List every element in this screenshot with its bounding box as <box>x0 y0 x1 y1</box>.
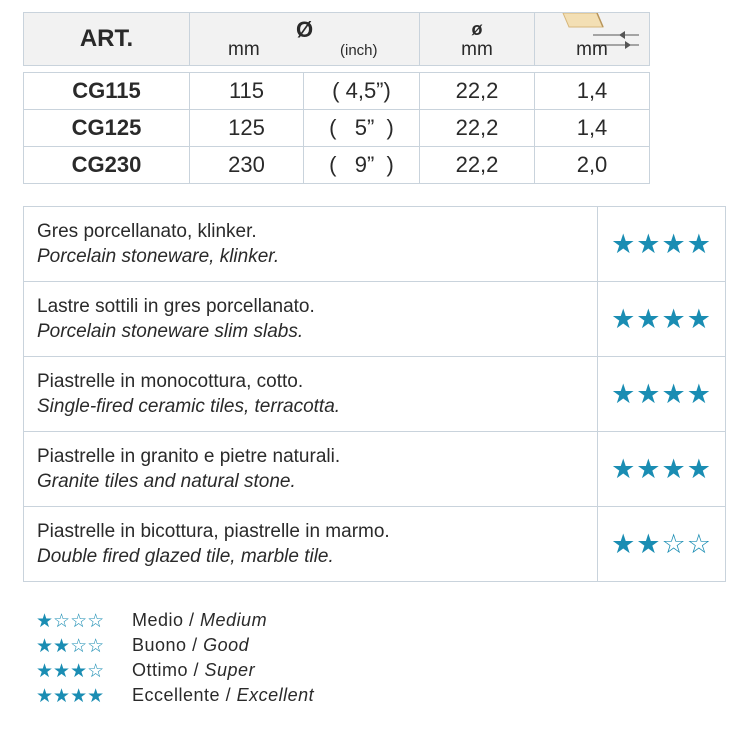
art-code: CG230 <box>24 147 190 184</box>
spec-spacer <box>24 66 650 73</box>
header-diameter <box>190 13 420 66</box>
legend-label-en: Medium <box>200 610 268 630</box>
material-en: Double fired glazed tile, marble tile. <box>37 546 334 567</box>
diameter-mm: 115 <box>190 73 304 110</box>
suitability-row <box>24 357 726 432</box>
diameter-inch: ( 4,5”) <box>304 73 420 110</box>
art-code: CG125 <box>24 110 190 147</box>
legend-label-it: Ottimo <box>132 660 189 680</box>
diameter-mm: 125 <box>190 110 304 147</box>
material-it: Piastrelle in bicottura, piastrelle in marmo. <box>37 521 390 542</box>
material-cell <box>24 507 598 582</box>
diameter-unit-inch: (inch) <box>340 42 378 59</box>
bore-mm: 22,2 <box>420 110 535 147</box>
legend-label-en: Good <box>203 635 250 655</box>
header-thickness <box>535 13 650 66</box>
bore-symbol: ø <box>471 19 483 39</box>
thickness-mm: 1,4 <box>535 73 650 110</box>
legend-stars: ★☆☆☆ <box>36 609 105 632</box>
material-cell <box>24 207 598 282</box>
suitability-row <box>24 432 726 507</box>
thickness-mm: 1,4 <box>535 110 650 147</box>
material-cell <box>24 432 598 507</box>
legend-item: ★★★★ Eccellente / Excellent <box>36 684 315 707</box>
material-en: Granite tiles and natural stone. <box>37 471 296 492</box>
diameter-unit-mm: mm <box>228 39 260 60</box>
legend-label-it: Eccellente <box>132 685 221 705</box>
thickness-mm: 2,0 <box>535 147 650 184</box>
material-en: Porcelain stoneware, klinker. <box>37 246 280 267</box>
legend-stars: ★★☆☆ <box>36 634 105 657</box>
diameter-mm: 230 <box>190 147 304 184</box>
legend-item: ★★★☆ Ottimo / Super <box>36 659 256 682</box>
header-art: ART. <box>24 13 190 66</box>
legend-item: ★☆☆☆ Medio / Medium <box>36 609 268 632</box>
bore-mm: 22,2 <box>420 73 535 110</box>
legend-stars: ★★★☆ <box>36 659 105 682</box>
legend-label-it: Buono <box>132 635 187 655</box>
spec-table <box>23 12 650 184</box>
legend-label-en: Super <box>204 660 256 680</box>
bore-mm: 22,2 <box>420 147 535 184</box>
bore-unit: mm <box>461 39 493 60</box>
header-bore <box>420 13 535 66</box>
legend-stars: ★★★★ <box>36 684 105 707</box>
material-it: Gres porcellanato, klinker. <box>37 221 257 242</box>
rating-stars: ★★★★ <box>598 432 726 507</box>
rating-stars: ★★☆☆ <box>598 507 726 582</box>
material-en: Single-fired ceramic tiles, terracotta. <box>37 396 341 417</box>
legend-label-it: Medio <box>132 610 184 630</box>
rating-legend <box>36 608 314 708</box>
suitability-row <box>24 282 726 357</box>
suitability-row <box>24 207 726 282</box>
art-code: CG115 <box>24 73 190 110</box>
spec-row <box>24 73 650 110</box>
material-en: Porcelain stoneware slim slabs. <box>37 321 304 342</box>
suitability-table <box>23 206 726 582</box>
legend-item: ★★☆☆ Buono / Good <box>36 634 250 657</box>
rating-stars: ★★★★ <box>598 282 726 357</box>
suitability-row <box>24 507 726 582</box>
diameter-symbol: Ø <box>295 17 314 42</box>
spec-row <box>24 110 650 147</box>
material-it: Lastre sottili in gres porcellanato. <box>37 296 315 317</box>
spec-header-row <box>24 13 650 66</box>
thickness-unit: mm <box>576 39 608 60</box>
diameter-inch: ( 9” ) <box>304 147 420 184</box>
diameter-inch: ( 5” ) <box>304 110 420 147</box>
material-cell <box>24 357 598 432</box>
material-it: Piastrelle in granito e pietre naturali. <box>37 446 341 467</box>
material-it: Piastrelle in monocottura, cotto. <box>37 371 304 392</box>
spec-row <box>24 147 650 184</box>
rating-stars: ★★★★ <box>598 357 726 432</box>
rating-stars: ★★★★ <box>598 207 726 282</box>
legend-label-en: Excellent <box>236 685 315 705</box>
material-cell <box>24 282 598 357</box>
